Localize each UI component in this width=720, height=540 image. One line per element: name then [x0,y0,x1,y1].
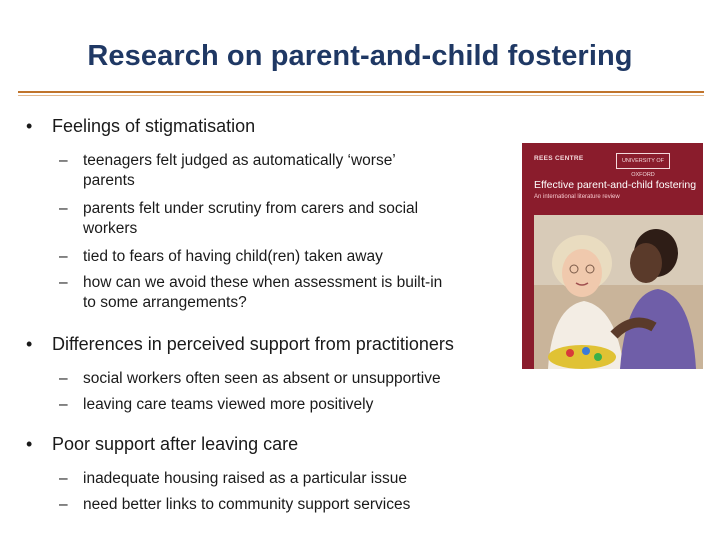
dash-glyph: – [59,200,68,217]
cover-photo [534,215,703,369]
bullet-practitioner-support [26,332,526,356]
bullet-text: Poor support after leaving care [52,434,299,454]
sub-bullet [26,392,526,418]
cover-university-logo: UNIVERSITY OF OXFORD [616,153,670,169]
report-cover-image [522,143,703,369]
dash-glyph: – [59,370,68,387]
sub-bullet-text: how can we avoid these when assessment is built-in [83,274,443,291]
dash-glyph: – [59,274,68,291]
sub-bullet-text: need better links to community support services [83,496,411,513]
sub-bullet-text: tied to fears of having child(ren) taken away [83,248,383,265]
cover-subtitle: An international literature review [534,194,620,200]
sub-bullet [26,466,526,492]
slide-title: Research on parent-and-child fostering [87,40,633,72]
cover-publisher: REES CENTRE [534,155,584,162]
bullet-text: Feelings of stigmatisation [52,116,256,136]
sub-bullet-text-cont: parents [83,172,135,189]
bullet-glyph: • [26,334,33,354]
slide-body [26,114,526,518]
sub-bullet-text: teenagers felt judged as automatically ‘worse’ [83,152,396,169]
dash-glyph: – [59,470,68,487]
dash-glyph: – [59,152,68,169]
sub-bullet [26,196,526,244]
bullet-stigmatisation [26,114,526,138]
cover-title: Effective parent-and-child fostering [534,179,697,191]
sub-bullet [26,244,526,270]
bullet-glyph: • [26,116,33,136]
dash-glyph: – [59,248,68,265]
sub-bullet [26,148,526,196]
sub-bullet [26,366,526,392]
sub-bullet-text-cont: workers [83,220,138,237]
sub-bullet-text: social workers often seen as absent or unsupportive [83,370,441,387]
sub-bullet [26,270,526,318]
sub-bullet-text: parents felt under scrutiny from carers and social [83,200,419,217]
bullet-glyph: • [26,434,33,454]
title-divider-accent [18,95,704,96]
dash-glyph: – [59,496,68,513]
dash-glyph: – [59,396,68,413]
bullet-text: Differences in perceived support from practitioners [52,334,454,354]
sub-bullet-text-cont: to some arrangements? [83,294,247,311]
title-divider [18,91,704,93]
sub-bullet [26,492,526,518]
sub-bullet-text: leaving care teams viewed more positively [83,396,374,413]
sub-bullet-text: inadequate housing raised as a particular issue [83,470,407,487]
bullet-leaving-care [26,432,526,456]
